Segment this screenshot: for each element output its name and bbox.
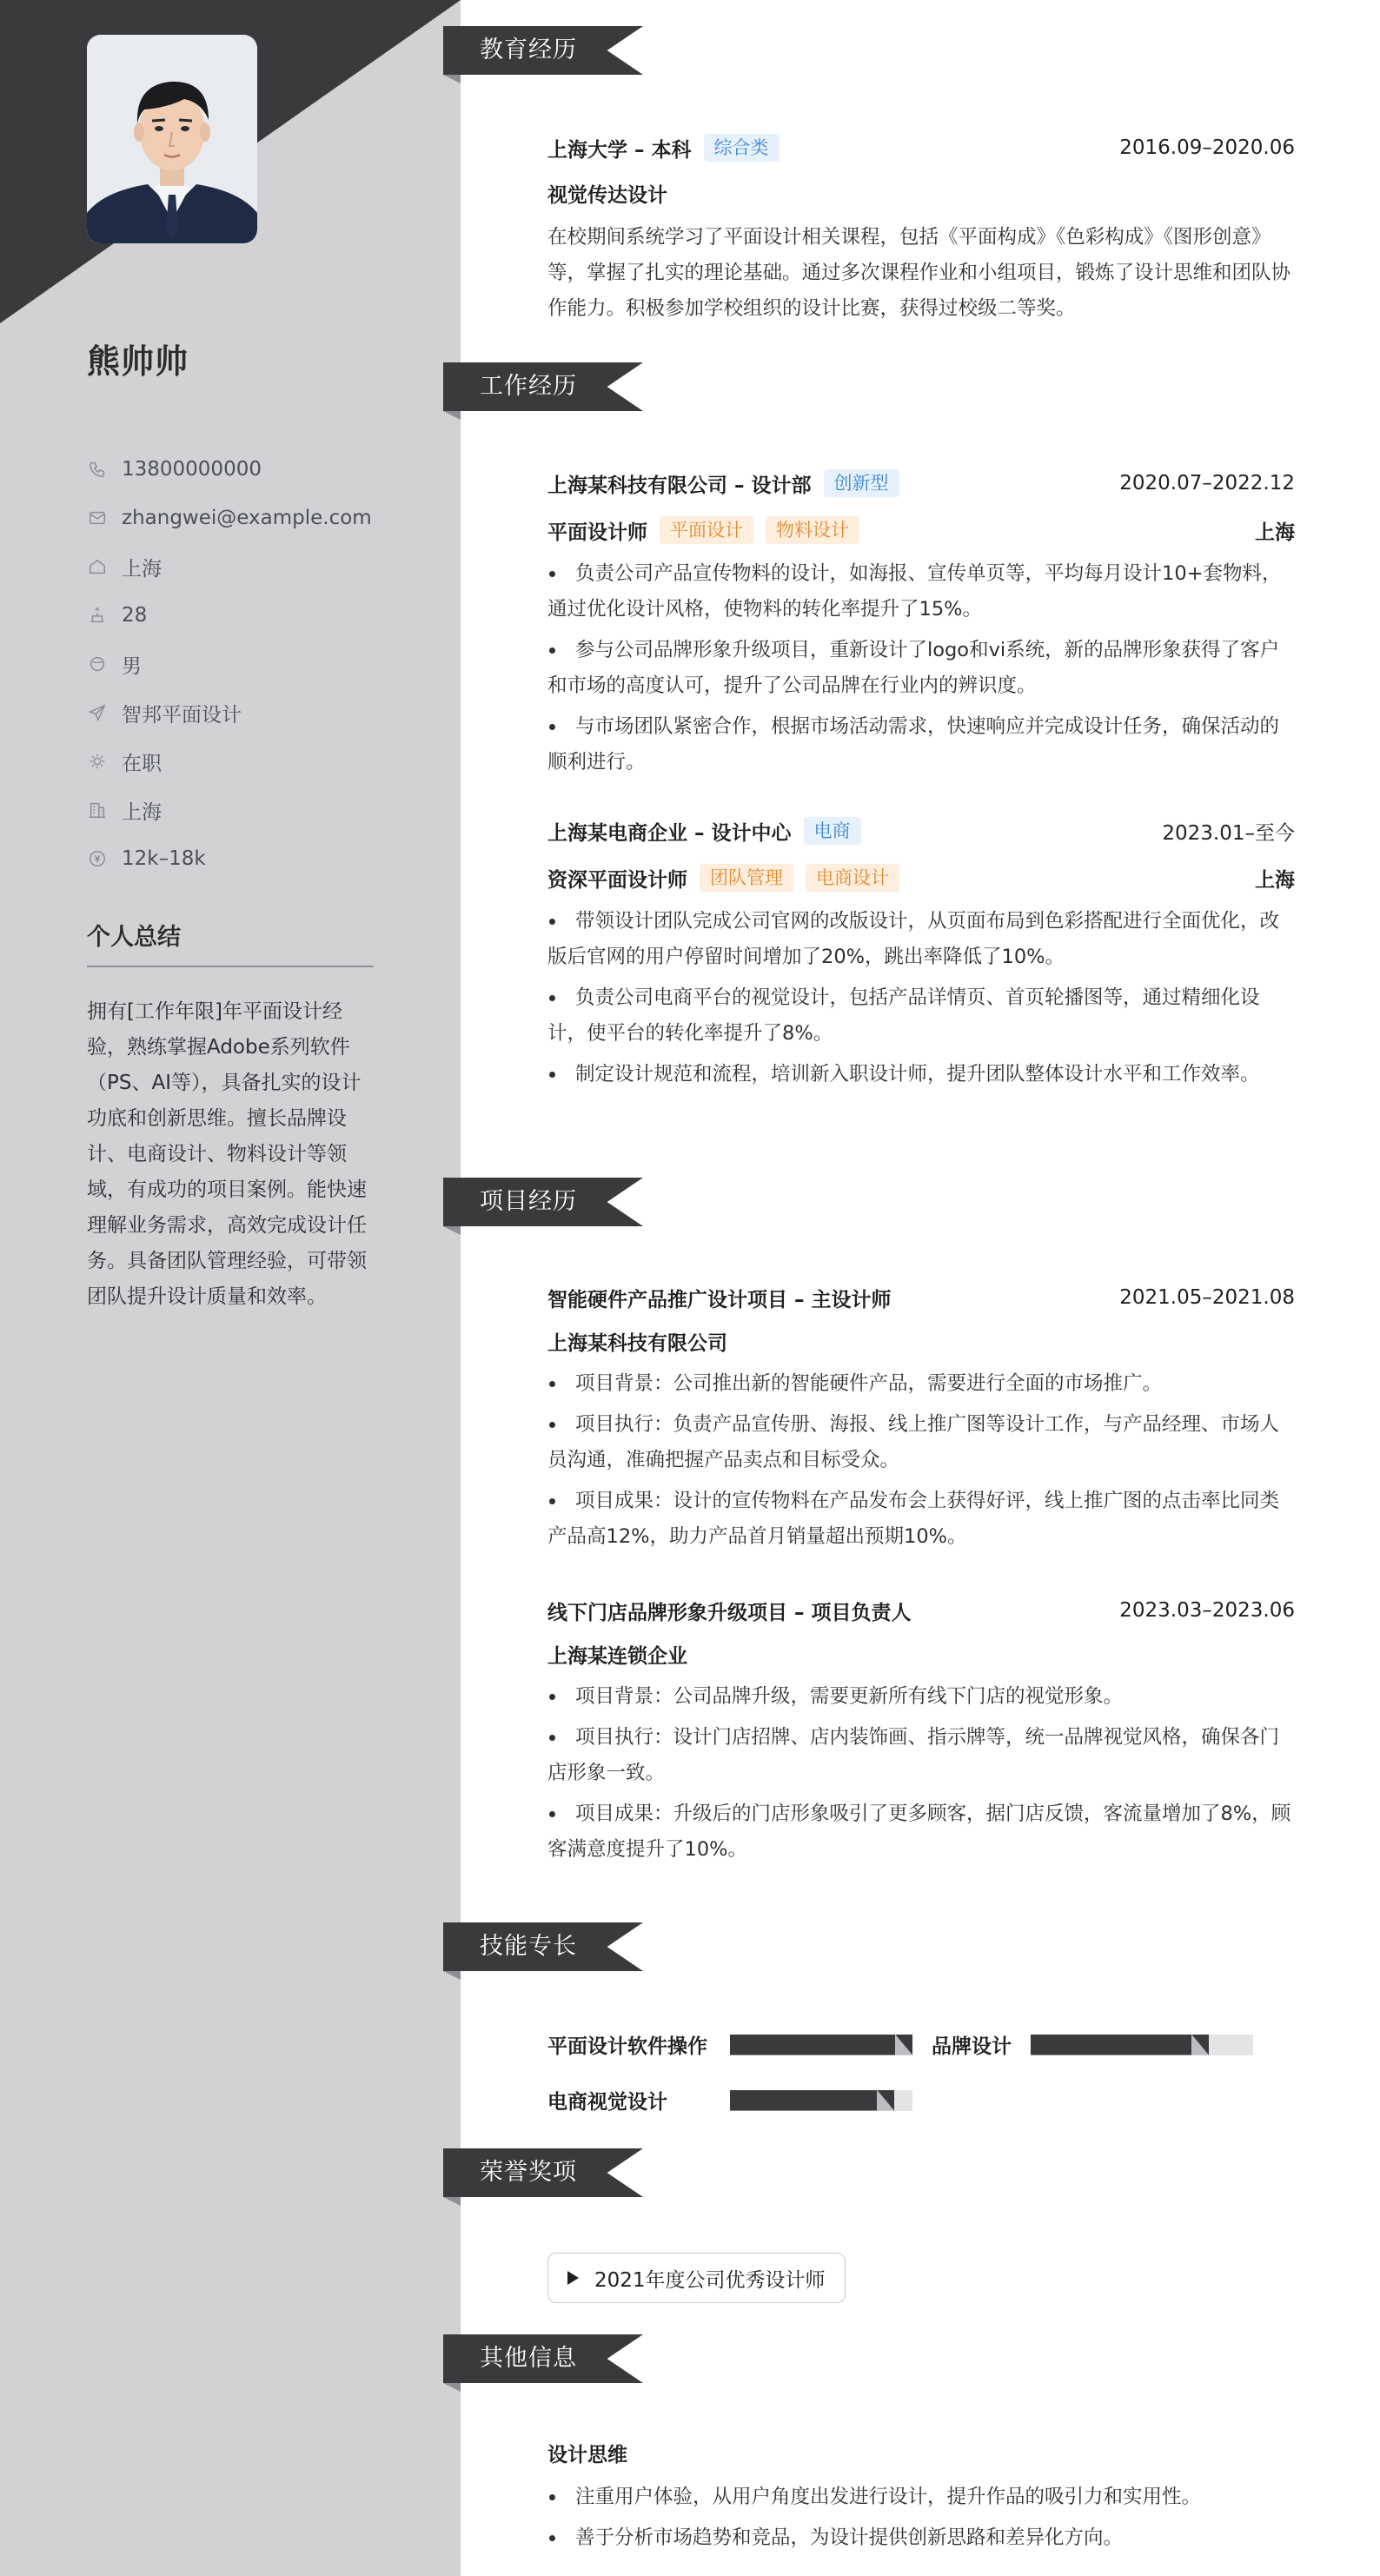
- avatar-illustration: [87, 35, 257, 243]
- project-date: 2021.05–2021.08: [1119, 1286, 1295, 1309]
- list-item: 项目背景：公司推出新的智能硬件产品，需要进行全面的市场推广。: [547, 1366, 1295, 1402]
- skill-tag: 电商设计: [806, 864, 899, 892]
- info-location: [87, 542, 372, 591]
- list-item: 负责公司电商平台的视觉设计，包括产品详情页、首页轮播图等，通过精细化设计，使平台的转化率提升了8%。: [547, 980, 1295, 1052]
- list-item: 带领设计团队完成公司官网的改版设计，从页面布局到色彩搭配进行全面优化，改版后官网的用户停留时间增加了20%，跳出率降低了10%。: [547, 904, 1295, 975]
- info-text: 28: [122, 604, 148, 627]
- skill-tag: 平面设计: [660, 516, 753, 544]
- job-city: 上海: [1255, 521, 1295, 544]
- work-entry: [547, 466, 1295, 786]
- skill-level-fill: [730, 2035, 912, 2055]
- phone-icon: [87, 459, 108, 480]
- ribbon-fold-decoration: [443, 1226, 461, 1235]
- education-entry: [547, 130, 1295, 327]
- list-item: 负责公司产品宣传物料的设计，如海报、宣传单页等，平均每月设计10+套物料，通过优化设计风格，使物料的转化率提升了15%。: [547, 556, 1295, 627]
- section-heading-other: [443, 2334, 643, 2387]
- skill-level-bar: [730, 2035, 912, 2055]
- info-text: 男: [122, 654, 142, 678]
- work-entry: [547, 813, 1295, 1098]
- age-icon: [87, 605, 108, 626]
- section-title: 荣誉奖项: [480, 2159, 577, 2186]
- info-email: [87, 494, 372, 542]
- ribbon-fold-decoration: [443, 75, 461, 83]
- project-bullets: [547, 1366, 1295, 1555]
- skill-name: 电商视觉设计: [547, 2091, 667, 2114]
- list-item: 项目执行：负责产品宣传册、海报、线上推广图等设计工作，与产品经理、市场人员沟通，准确把握产品卖点和目标受众。: [547, 1407, 1295, 1478]
- project-company: 上海某科技有限公司: [547, 1332, 727, 1355]
- info-text: zhangwei@example.com: [122, 507, 372, 529]
- ribbon-fold-decoration: [443, 1971, 461, 1980]
- skill-level-bar: [730, 2090, 912, 2111]
- section-title: 其他信息: [480, 2345, 577, 2372]
- list-item: 注重用户体验，从用户角度出发进行设计，提升作品的吸引力和实用性。: [547, 2480, 1295, 2515]
- profile-photo: [87, 35, 257, 243]
- building-icon: [87, 800, 108, 820]
- education-description: 在校期间系统学习了平面设计相关课程，包括《平面构成》《色彩构成》《图形创意》等，掌握了扎实的理论基础。通过多次课程作业和小组项目，锻炼了设计思维和团队协作能力。积极参加学校组织的设计比赛，获得过校级二等奖。: [547, 226, 1291, 320]
- gender-icon: [87, 654, 108, 674]
- info-text: 在职: [122, 752, 162, 775]
- section-title: 教育经历: [480, 37, 577, 63]
- info-phone: [87, 445, 372, 494]
- skill-item: [547, 2086, 912, 2115]
- list-item: 项目执行：设计门店招牌、店内装饰画、指示牌等，统一品牌视觉风格，确保各门店形象一致。: [547, 1720, 1295, 1791]
- other-subtitle: 设计思维: [547, 2444, 627, 2466]
- job-bullets: [547, 904, 1295, 1092]
- section-heading-awards: [443, 2148, 643, 2201]
- info-text: 13800000000: [122, 458, 262, 481]
- section-heading-projects: [443, 1178, 643, 1230]
- list-item: 与市场团队紧密合作，根据市场活动需求，快速响应并完成设计任务，确保活动的顺利进行。: [547, 709, 1295, 780]
- company-type-tag: 电商: [804, 817, 861, 845]
- job-role: 平面设计师: [547, 521, 647, 544]
- info-text: 上海: [122, 557, 162, 581]
- project-entry: [547, 1593, 1295, 1873]
- list-item: 项目背景：公司品牌升级，需要更新所有线下门店的视觉形象。: [547, 1679, 1295, 1715]
- project-bullets: [547, 1679, 1295, 1868]
- info-salary: [87, 834, 372, 883]
- info-age: [87, 591, 372, 640]
- project-title: 线下门店品牌形象升级项目 – 项目负责人: [547, 1601, 912, 1624]
- list-item: 制定设计规范和流程，培训新入职设计师，提升团队整体设计水平和工作效率。: [547, 1057, 1295, 1092]
- section-title: 技能专长: [480, 1933, 577, 1960]
- info-text: 12k–18k: [122, 847, 206, 870]
- section-title: 工作经历: [480, 373, 577, 400]
- sidebar: [0, 0, 461, 2576]
- skill-tag: 团队管理: [700, 864, 793, 892]
- other-bullets: [547, 2480, 1295, 2556]
- project-company: 上海某连锁企业: [547, 1645, 687, 1668]
- home-icon: [87, 556, 108, 577]
- other-info: [547, 2439, 1295, 2561]
- skill-level-bar: [1031, 2035, 1253, 2055]
- job-role: 资深平面设计师: [547, 868, 687, 892]
- salary-icon: [87, 848, 108, 869]
- job-date: 2023.01–至今: [1162, 821, 1295, 845]
- send-icon: [87, 702, 108, 723]
- profile-name: 熊帅帅: [87, 342, 189, 381]
- school-name: 上海大学 – 本科: [547, 138, 692, 162]
- section-heading-work: [443, 362, 643, 415]
- job-bullets: [547, 556, 1295, 780]
- ribbon-fold-decoration: [443, 2383, 461, 2392]
- award-text: 2021年度公司优秀设计师: [594, 2268, 826, 2292]
- section-title: 项目经历: [480, 1188, 577, 1215]
- major: 视觉传达设计: [547, 184, 667, 207]
- info-target-company: [87, 688, 372, 737]
- status-icon: [87, 751, 108, 772]
- mail-icon: [87, 508, 108, 528]
- education-date: 2016.09–2020.06: [1119, 136, 1295, 159]
- skill-level-fill: [730, 2090, 894, 2111]
- summary-title: 个人总结: [87, 918, 374, 967]
- project-title: 智能硬件产品推广设计项目 – 主设计师: [547, 1288, 892, 1311]
- info-text: 上海: [122, 800, 162, 824]
- project-date: 2023.03–2023.06: [1119, 1599, 1295, 1622]
- company-name: 上海某电商企业 – 设计中心: [547, 821, 792, 845]
- skill-item: [547, 2030, 912, 2059]
- info-text: 智邦平面设计: [122, 703, 242, 727]
- list-item: 项目成果：设计的宣传物料在产品发布会上获得好评，线上推广图的点击率比同类产品高12%，助力产品首月销量超出预期10%。: [547, 1484, 1295, 1555]
- job-date: 2020.07–2022.12: [1119, 472, 1295, 495]
- company-type-tag: 创新型: [824, 469, 899, 497]
- contact-info-list: [87, 445, 372, 883]
- project-entry: [547, 1280, 1295, 1560]
- summary-text: 拥有[工作年限]年平面设计经验，熟练掌握Adobe系列软件（PS、AI等），具备扎实的设计功底和创新思维。擅长品牌设计、电商设计、物料设计等领域，有成功的项目案例。能快速理解业务需求，高效完成设计任务。具备团队管理经验，可带领团队提升设计质量和效率。: [87, 1000, 367, 1308]
- section-heading-skills: [443, 1922, 643, 1975]
- info-gender: [87, 640, 372, 688]
- list-item: 项目成果：升级后的门店形象吸引了更多顾客，据门店反馈，客流量增加了8%，顾客满意度提升了10%。: [547, 1796, 1295, 1868]
- company-name: 上海某科技有限公司 – 设计部: [547, 474, 812, 497]
- skill-name: 品牌设计: [932, 2035, 1012, 2058]
- list-item: 善于分析市场趋势和竞品，为设计提供创新思路和差异化方向。: [547, 2520, 1295, 2556]
- ribbon-fold-decoration: [443, 411, 461, 420]
- info-work-city: [87, 786, 372, 834]
- award-item[interactable]: [547, 2253, 846, 2303]
- job-city: 上海: [1255, 868, 1295, 892]
- main-content: [461, 0, 1380, 2576]
- play-triangle-icon: [567, 2271, 579, 2285]
- skill-tag: 物料设计: [766, 516, 859, 544]
- list-item: 参与公司品牌形象升级项目，重新设计了logo和vi系统，新的品牌形象获得了客户和市场的高度认可，提升了公司品牌在行业内的辨识度。: [547, 633, 1295, 704]
- skill-level-fill: [1031, 2035, 1209, 2055]
- ribbon-fold-decoration: [443, 2197, 461, 2206]
- info-status: [87, 737, 372, 786]
- section-heading-education: [443, 26, 643, 78]
- skill-name: 平面设计软件操作: [547, 2035, 707, 2058]
- school-type-tag: 综合类: [704, 134, 780, 162]
- skill-item: [932, 2030, 1253, 2059]
